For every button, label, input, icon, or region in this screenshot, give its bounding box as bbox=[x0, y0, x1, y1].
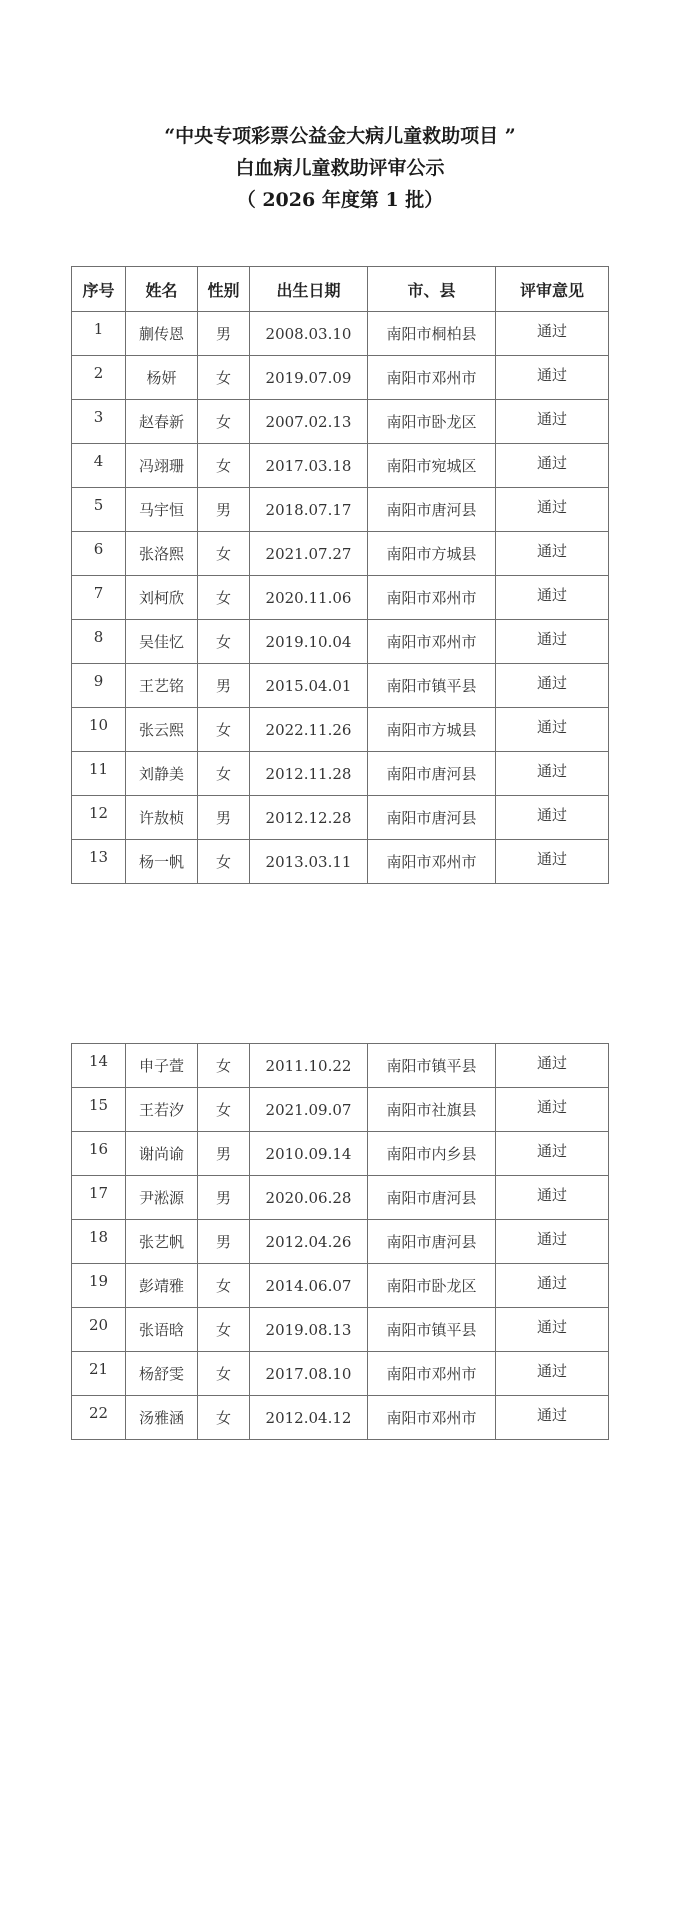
row-index: 14 bbox=[72, 1044, 126, 1088]
table-row bbox=[72, 708, 609, 752]
row-index: 18 bbox=[72, 1220, 126, 1264]
child-name: 张语晗 bbox=[126, 1308, 198, 1352]
table-header-row bbox=[72, 267, 609, 312]
row-index: 9 bbox=[72, 664, 126, 708]
row-index: 7 bbox=[72, 576, 126, 620]
child-sex: 女 bbox=[198, 620, 250, 664]
child-name: 刘柯欣 bbox=[126, 576, 198, 620]
table-row bbox=[72, 400, 609, 444]
table-row bbox=[72, 1308, 609, 1352]
birth-date: 2011.10.22 bbox=[250, 1044, 368, 1088]
review-result: 通过 bbox=[496, 664, 609, 708]
row-index: 22 bbox=[72, 1396, 126, 1440]
review-result: 通过 bbox=[496, 576, 609, 620]
row-index: 16 bbox=[72, 1132, 126, 1176]
review-result: 通过 bbox=[496, 1132, 609, 1176]
row-index: 11 bbox=[72, 752, 126, 796]
results-table-page-2 bbox=[71, 1043, 609, 1440]
city-county: 南阳市唐河县 bbox=[368, 796, 496, 840]
birth-date: 2019.10.04 bbox=[250, 620, 368, 664]
review-result: 通过 bbox=[496, 444, 609, 488]
city-county: 南阳市唐河县 bbox=[368, 488, 496, 532]
table-row bbox=[72, 1176, 609, 1220]
birth-date: 2017.08.10 bbox=[250, 1352, 368, 1396]
child-sex: 女 bbox=[198, 356, 250, 400]
title-line-2: 白血病儿童救助评审公示 bbox=[235, 157, 445, 179]
birth-date: 2022.11.26 bbox=[250, 708, 368, 752]
child-name: 申子萱 bbox=[126, 1044, 198, 1088]
review-result: 通过 bbox=[496, 400, 609, 444]
child-name: 刘静美 bbox=[126, 752, 198, 796]
city-county: 南阳市桐柏县 bbox=[368, 312, 496, 356]
city-county: 南阳市卧龙区 bbox=[368, 1264, 496, 1308]
row-index: 12 bbox=[72, 796, 126, 840]
child-sex: 男 bbox=[198, 1132, 250, 1176]
title-line-1: “中央专项彩票公益金大病儿童救助项目 ” bbox=[164, 125, 516, 147]
row-index: 5 bbox=[72, 488, 126, 532]
child-name: 杨妍 bbox=[126, 356, 198, 400]
review-result: 通过 bbox=[496, 1396, 609, 1440]
birth-date: 2008.03.10 bbox=[250, 312, 368, 356]
city-county: 南阳市镇平县 bbox=[368, 1044, 496, 1088]
birth-date: 2017.03.18 bbox=[250, 444, 368, 488]
child-name: 蒯传恩 bbox=[126, 312, 198, 356]
child-name: 尹淞源 bbox=[126, 1176, 198, 1220]
city-county: 南阳市方城县 bbox=[368, 708, 496, 752]
row-index: 2 bbox=[72, 356, 126, 400]
header-index: 序号 bbox=[72, 267, 126, 312]
birth-date: 2010.09.14 bbox=[250, 1132, 368, 1176]
birth-date: 2015.04.01 bbox=[250, 664, 368, 708]
review-result: 通过 bbox=[496, 840, 609, 884]
child-name: 冯翊珊 bbox=[126, 444, 198, 488]
city-county: 南阳市内乡县 bbox=[368, 1132, 496, 1176]
table-row bbox=[72, 1396, 609, 1440]
child-name: 许敖桢 bbox=[126, 796, 198, 840]
row-index: 4 bbox=[72, 444, 126, 488]
review-result: 通过 bbox=[496, 1220, 609, 1264]
table-row bbox=[72, 1088, 609, 1132]
review-result: 通过 bbox=[496, 752, 609, 796]
child-name: 赵春新 bbox=[126, 400, 198, 444]
city-county: 南阳市邓州市 bbox=[368, 576, 496, 620]
city-county: 南阳市宛城区 bbox=[368, 444, 496, 488]
child-name: 谢尚谕 bbox=[126, 1132, 198, 1176]
table-row bbox=[72, 356, 609, 400]
child-name: 马宇恒 bbox=[126, 488, 198, 532]
row-index: 15 bbox=[72, 1088, 126, 1132]
title-line-3: （ 2026 年度第 1 批） bbox=[236, 189, 444, 211]
child-sex: 男 bbox=[198, 1220, 250, 1264]
child-sex: 女 bbox=[198, 576, 250, 620]
header-review-result: 评审意见 bbox=[496, 267, 609, 312]
table-row bbox=[72, 664, 609, 708]
review-result: 通过 bbox=[496, 708, 609, 752]
city-county: 南阳市唐河县 bbox=[368, 752, 496, 796]
child-sex: 男 bbox=[198, 1176, 250, 1220]
review-result: 通过 bbox=[496, 1308, 609, 1352]
child-name: 吴佳忆 bbox=[126, 620, 198, 664]
city-county: 南阳市方城县 bbox=[368, 532, 496, 576]
table-row bbox=[72, 840, 609, 884]
table-row bbox=[72, 1132, 609, 1176]
child-sex: 男 bbox=[198, 488, 250, 532]
child-sex: 女 bbox=[198, 532, 250, 576]
birth-date: 2012.12.28 bbox=[250, 796, 368, 840]
city-county: 南阳市邓州市 bbox=[368, 1396, 496, 1440]
row-index: 20 bbox=[72, 1308, 126, 1352]
birth-date: 2020.06.28 bbox=[250, 1176, 368, 1220]
row-index: 21 bbox=[72, 1352, 126, 1396]
city-county: 南阳市镇平县 bbox=[368, 664, 496, 708]
results-table-page-1 bbox=[71, 266, 609, 884]
review-result: 通过 bbox=[496, 1044, 609, 1088]
child-sex: 女 bbox=[198, 444, 250, 488]
table-row bbox=[72, 1220, 609, 1264]
review-result: 通过 bbox=[496, 1264, 609, 1308]
table-row bbox=[72, 576, 609, 620]
child-sex: 女 bbox=[198, 1088, 250, 1132]
table-row bbox=[72, 488, 609, 532]
child-sex: 女 bbox=[198, 752, 250, 796]
table-row bbox=[72, 1352, 609, 1396]
document-title bbox=[0, 120, 680, 216]
child-name: 王若汐 bbox=[126, 1088, 198, 1132]
birth-date: 2012.04.12 bbox=[250, 1396, 368, 1440]
birth-date: 2018.07.17 bbox=[250, 488, 368, 532]
city-county: 南阳市邓州市 bbox=[368, 840, 496, 884]
table-row bbox=[72, 532, 609, 576]
child-name: 彭靖雅 bbox=[126, 1264, 198, 1308]
review-result: 通过 bbox=[496, 356, 609, 400]
child-name: 杨一帆 bbox=[126, 840, 198, 884]
table-row bbox=[72, 1264, 609, 1308]
table-row bbox=[72, 796, 609, 840]
table-row bbox=[72, 620, 609, 664]
child-sex: 男 bbox=[198, 312, 250, 356]
review-result: 通过 bbox=[496, 620, 609, 664]
review-result: 通过 bbox=[496, 796, 609, 840]
child-sex: 女 bbox=[198, 708, 250, 752]
row-index: 17 bbox=[72, 1176, 126, 1220]
table-row bbox=[72, 312, 609, 356]
city-county: 南阳市镇平县 bbox=[368, 1308, 496, 1352]
row-index: 10 bbox=[72, 708, 126, 752]
birth-date: 2007.02.13 bbox=[250, 400, 368, 444]
child-sex: 男 bbox=[198, 664, 250, 708]
city-county: 南阳市唐河县 bbox=[368, 1220, 496, 1264]
child-name: 汤雅涵 bbox=[126, 1396, 198, 1440]
city-county: 南阳市邓州市 bbox=[368, 620, 496, 664]
review-result: 通过 bbox=[496, 1352, 609, 1396]
table-row bbox=[72, 752, 609, 796]
birth-date: 2020.11.06 bbox=[250, 576, 368, 620]
child-sex: 女 bbox=[198, 1352, 250, 1396]
row-index: 6 bbox=[72, 532, 126, 576]
review-result: 通过 bbox=[496, 1176, 609, 1220]
birth-date: 2019.08.13 bbox=[250, 1308, 368, 1352]
review-result: 通过 bbox=[496, 532, 609, 576]
review-result: 通过 bbox=[496, 1088, 609, 1132]
birth-date: 2021.07.27 bbox=[250, 532, 368, 576]
table-row bbox=[72, 444, 609, 488]
child-name: 张艺帆 bbox=[126, 1220, 198, 1264]
birth-date: 2019.07.09 bbox=[250, 356, 368, 400]
child-name: 王艺铭 bbox=[126, 664, 198, 708]
birth-date: 2013.03.11 bbox=[250, 840, 368, 884]
header-birth-date: 出生日期 bbox=[250, 267, 368, 312]
city-county: 南阳市社旗县 bbox=[368, 1088, 496, 1132]
row-index: 8 bbox=[72, 620, 126, 664]
birth-date: 2012.11.28 bbox=[250, 752, 368, 796]
birth-date: 2014.06.07 bbox=[250, 1264, 368, 1308]
row-index: 1 bbox=[72, 312, 126, 356]
header-name: 姓名 bbox=[126, 267, 198, 312]
row-index: 3 bbox=[72, 400, 126, 444]
review-result: 通过 bbox=[496, 312, 609, 356]
row-index: 19 bbox=[72, 1264, 126, 1308]
child-sex: 女 bbox=[198, 1044, 250, 1088]
child-sex: 女 bbox=[198, 400, 250, 444]
child-sex: 男 bbox=[198, 796, 250, 840]
review-result: 通过 bbox=[496, 488, 609, 532]
city-county: 南阳市邓州市 bbox=[368, 1352, 496, 1396]
header-sex: 性别 bbox=[198, 267, 250, 312]
row-index: 13 bbox=[72, 840, 126, 884]
birth-date: 2012.04.26 bbox=[250, 1220, 368, 1264]
child-sex: 女 bbox=[198, 1396, 250, 1440]
child-name: 张云熙 bbox=[126, 708, 198, 752]
child-name: 杨舒雯 bbox=[126, 1352, 198, 1396]
birth-date: 2021.09.07 bbox=[250, 1088, 368, 1132]
city-county: 南阳市卧龙区 bbox=[368, 400, 496, 444]
city-county: 南阳市唐河县 bbox=[368, 1176, 496, 1220]
table-row bbox=[72, 1044, 609, 1088]
city-county: 南阳市邓州市 bbox=[368, 356, 496, 400]
header-city-county: 市、县 bbox=[368, 267, 496, 312]
child-name: 张洛熙 bbox=[126, 532, 198, 576]
child-sex: 女 bbox=[198, 1308, 250, 1352]
child-sex: 女 bbox=[198, 840, 250, 884]
child-sex: 女 bbox=[198, 1264, 250, 1308]
